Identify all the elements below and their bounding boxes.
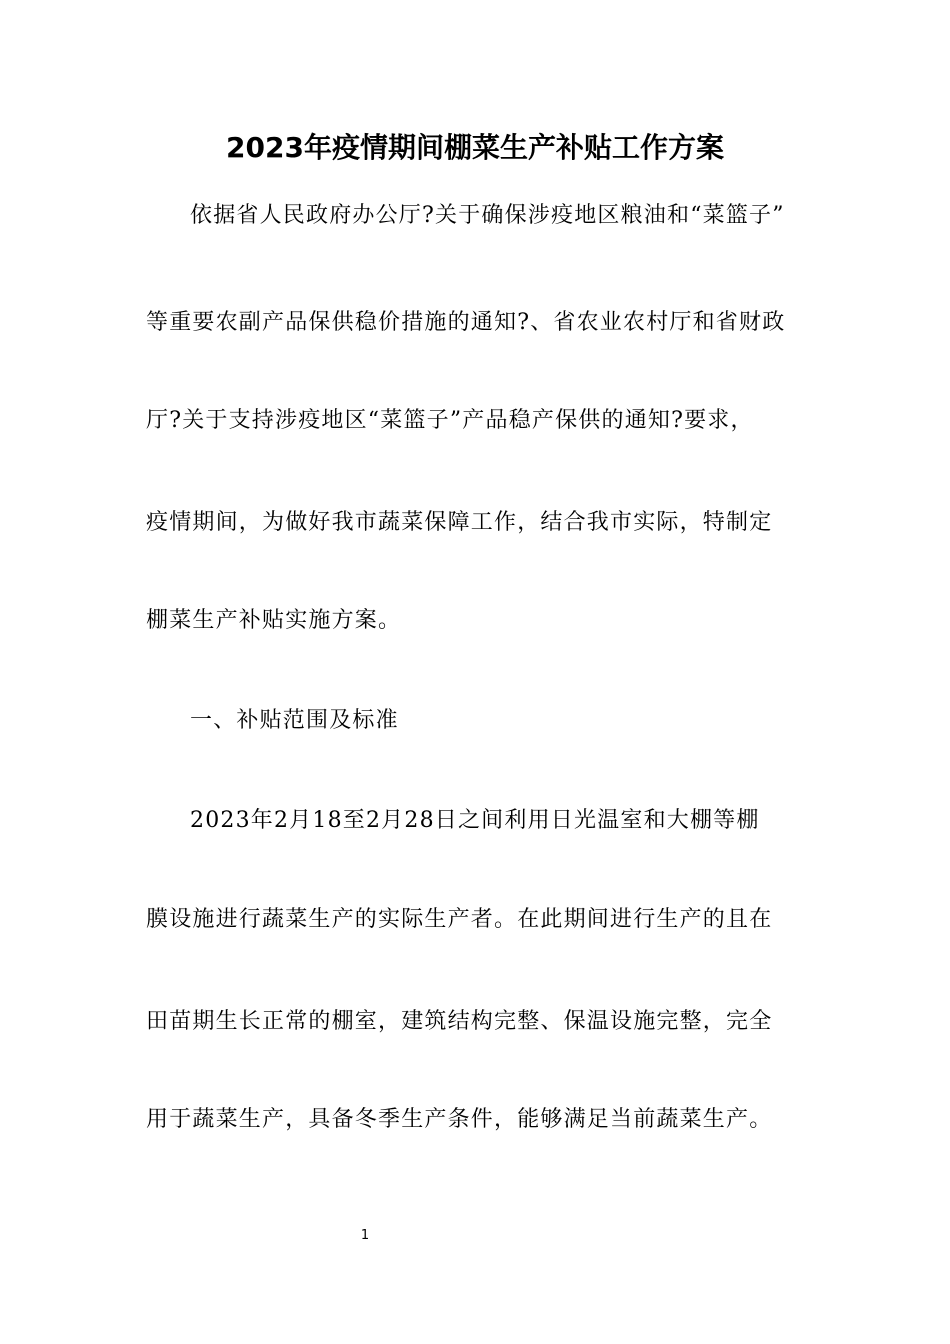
section-line-4: 用于蔬菜生产，具备冬季生产条件，能够满足当前蔬菜生产。 [146,1107,773,1132]
section-heading: 一、补贴范围及标准 [190,708,399,733]
section-line-2: 膜设施进行蔬菜生产的实际生产者。在此期间进行生产的且在 [146,907,773,932]
intro-line-4: 疫情期间，为做好我市蔬菜保障工作，结合我市实际，特制定 [146,510,773,535]
section-line-3: 田苗期生长正常的棚室，建筑结构完整、保温设施完整，完全 [146,1009,773,1034]
page-number: 1 [360,1228,370,1243]
intro-line-5: 棚菜生产补贴实施方案。 [146,608,402,633]
document-title: 2023年疫情期间棚菜生产补贴工作方案 [226,131,724,164]
intro-line-3: 厅?关于支持涉疫地区“菜篮子”产品稳产保供的通知?要求， [146,408,754,433]
intro-line-1: 依据省人民政府办公厅?关于确保涉疫地区粮油和“菜篮子” [190,203,785,228]
section-line-1: 2023年2月18至2月28日之间利用日光温室和大棚等棚 [190,808,760,833]
intro-line-2: 等重要农副产品保供稳价措施的通知?、省农业农村厅和省财政 [146,310,786,335]
